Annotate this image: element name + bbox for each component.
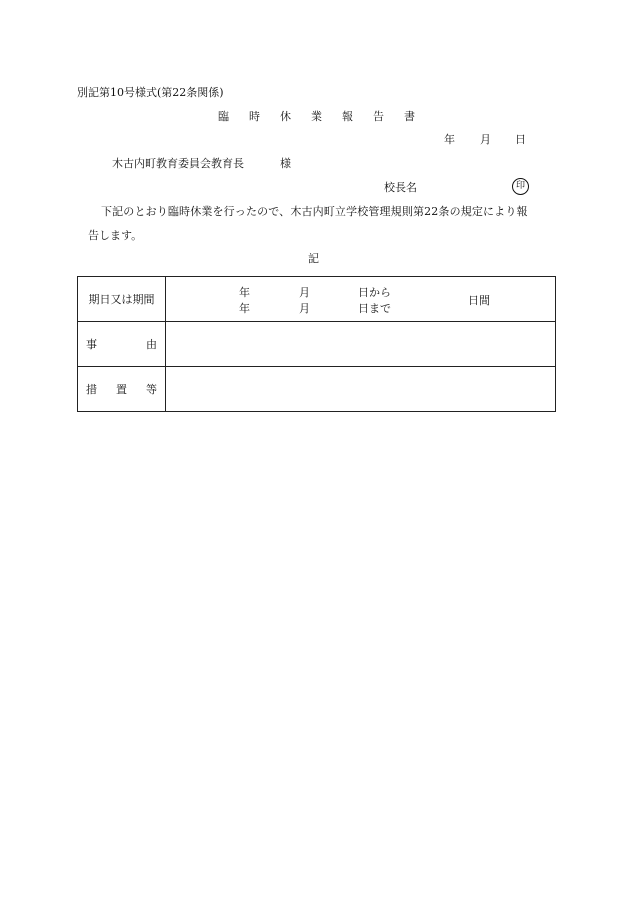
measures-label-char: 措 [86,383,97,396]
table-row [78,322,556,367]
period-from: 日から [358,286,391,299]
date-month: 月 [480,133,491,146]
reason-label [86,336,157,352]
title-char: 時 [249,110,260,123]
date-year: 年 [444,133,455,146]
form-number: 別記第10号様式(第22条関係) [77,86,224,99]
title-char: 書 [404,110,415,123]
measures-value-cell[interactable] [166,367,556,412]
measures-label-char: 等 [146,383,157,396]
reason-label-char: 事 [86,338,97,351]
principal-name-label: 校長名 [384,181,417,194]
table-row [78,367,556,412]
period-days: 日間 [468,294,490,307]
title-char: 臨 [218,110,229,123]
report-table [77,276,556,412]
reason-value-cell[interactable] [166,322,556,367]
period-month2: 月 [299,302,310,315]
body-text-line2: 告します。 [88,229,143,242]
period-label-cell [78,277,166,322]
period-label: 期日又は期間 [88,293,155,306]
addressee-honorific: 様 [280,157,291,170]
period-value-cell[interactable] [166,277,556,322]
seal-icon: 印 [512,178,529,195]
title-char: 告 [373,110,384,123]
reason-label-cell [78,322,166,367]
reason-label-char: 由 [146,338,157,351]
period-month1: 月 [299,286,310,299]
period-until: 日まで [358,302,391,315]
period-year2: 年 [239,302,250,315]
ki-heading: 記 [308,252,319,265]
title-char: 業 [311,110,322,123]
date-day: 日 [515,133,526,146]
title-char: 休 [280,110,291,123]
document-title [218,111,435,122]
body-text-line1: 下記のとおり臨時休業を行ったので、木古内町立学校管理規則第22条の規定により報 [101,205,528,218]
measures-label-cell [78,367,166,412]
period-year1: 年 [239,286,250,299]
measures-label [86,381,157,397]
table-row [78,277,556,322]
addressee-name: 木古内町教育委員会教育長 [112,157,244,170]
title-char: 報 [342,110,353,123]
measures-label-char: 置 [116,383,127,396]
